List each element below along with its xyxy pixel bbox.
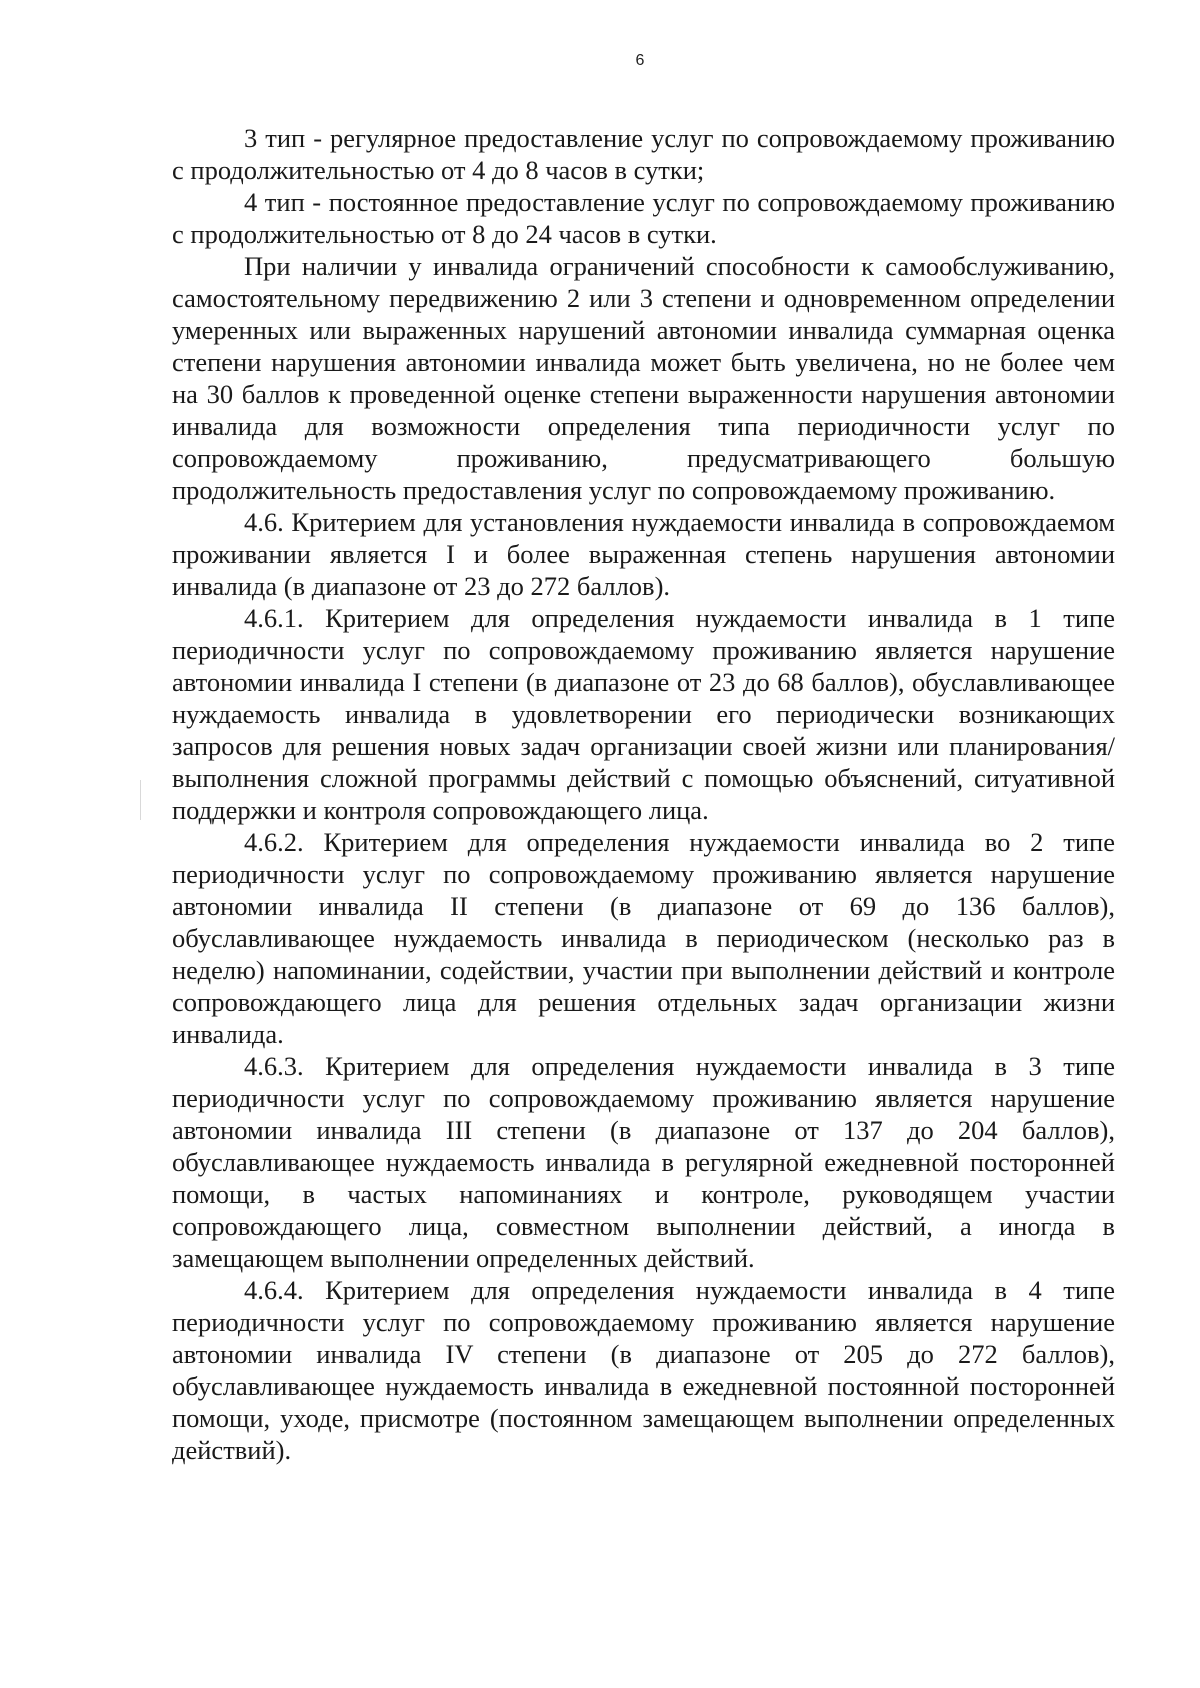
scan-mark (140, 780, 141, 820)
paragraph-type-3: 3 тип - регулярное предоставление услуг по сопровождаемому проживанию с продолжительностью от 4 до 8 часов в сутки; (172, 123, 1115, 185)
paragraph-4-6-1: 4.6.1. Критерием для определения нуждаемости инвалида в 1 типе периодичности услуг по сопровождаемому проживанию является нарушение автономии инвалида I степени (в диапазоне от 23 до 68 баллов), обуславливающее нуждаемость инвалида в удовлетворении его периодически возникающих запросов для решения новых задач организации своей жизни или планирования/выполнения сложной программы действий с помощью объяснений, ситуативной поддержки и контроля сопровождающего лица. (172, 603, 1115, 825)
paragraph-type-4: 4 тип - постоянное предоставление услуг по сопровождаемому проживанию с продолжительностью от 8 до 24 часов в сутки. (172, 187, 1115, 249)
paragraph-4-6: 4.6. Критерием для установления нуждаемости инвалида в сопровождаемом проживании является I и более выраженная степень нарушения автономии инвалида (в диапазоне от 23 до 272 баллов). (172, 507, 1115, 601)
paragraph-score-adjustment: При наличии у инвалида ограничений способности к самообслуживанию, самостоятельному передвижению 2 или 3 степени и одновременном определении умеренных или выраженных нарушений автономии инвалида суммарная оценка степени нарушения автономии инвалида может быть увеличена, но не более чем на 30 баллов к проведенной оценке степени выраженности нарушения автономии инвалида для возможности определения типа периодичности услуг по сопровождаемому проживанию, предусматривающего большую продолжительность предоставления услуг по сопровождаемому проживанию. (172, 251, 1115, 505)
page-number: 6 (635, 52, 645, 69)
paragraph-4-6-4: 4.6.4. Критерием для определения нуждаемости инвалида в 4 типе периодичности услуг по сопровождаемому проживанию является нарушение автономии инвалида IV степени (в диапазоне от 205 до 272 баллов), обуславливающее нуждаемость инвалида в ежедневной постоянной посторонней помощи, уходе, присмотре (постоянном замещающем выполнении определенных действий). (172, 1275, 1115, 1465)
paragraph-4-6-3: 4.6.3. Критерием для определения нуждаемости инвалида в 3 типе периодичности услуг по сопровождаемому проживанию является нарушение автономии инвалида III степени (в диапазоне от 137 до 204 баллов), обуславливающее нуждаемость инвалида в регулярной ежедневной посторонней помощи, в частых напоминаниях и контроле, руководящем участии сопровождающего лица, совместном выполнении действий, а иногда в замещающем выполнении определенных действий. (172, 1051, 1115, 1273)
document-body (172, 122, 1115, 1466)
paragraph-4-6-2: 4.6.2. Критерием для определения нуждаемости инвалида во 2 типе периодичности услуг по сопровождаемому проживанию является нарушение автономии инвалида II степени (в диапазоне от 69 до 136 баллов), обуславливающее нуждаемость инвалида в периодическом (несколько раз в неделю) напоминании, содействии, участии при выполнении действий и контроле сопровождающего лица для решения отдельных задач организации жизни инвалида. (172, 827, 1115, 1049)
